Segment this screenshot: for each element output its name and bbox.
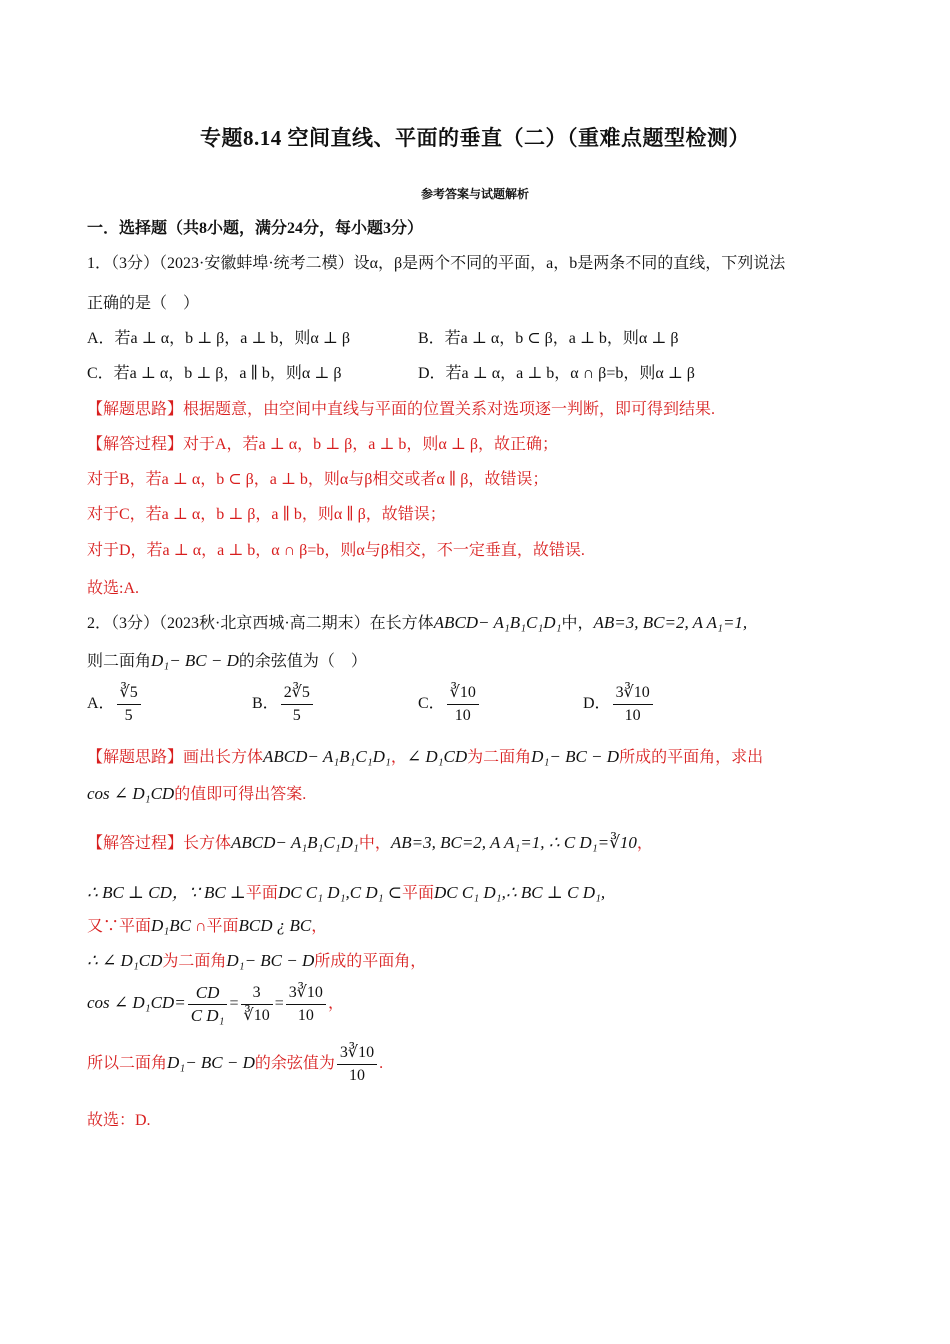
q2-option-a-label: A．: [87, 695, 115, 713]
equals-sign: =: [229, 995, 239, 1013]
text: 的余弦值为: [254, 1055, 335, 1073]
text: 中，: [358, 835, 391, 852]
q2-option-c-fraction: [447, 683, 479, 726]
q2-answer: 故选：D.: [87, 1112, 151, 1129]
q1-answer: 故选:A.: [87, 580, 140, 597]
fraction: [241, 983, 273, 1026]
text: 平面: [402, 885, 435, 902]
q1-solution-step4: 对于D，若a ⊥ α，a ⊥ b，α ∩ β=b，则α与β相交，不一定垂直，故错误.: [87, 542, 585, 559]
text: 的值即可得出答案.: [174, 786, 307, 803]
page-title: 专题8.14 空间直线、平面的垂直（二）（重难点题型检测）: [200, 126, 750, 150]
q1-solution-idea: 【解题思路】根据题意，由空间中直线与平面的位置关系对选项逐一判断，即可得到结果.: [87, 401, 716, 418]
math: D₁− BC − D: [226, 951, 315, 970]
q2-option-b-label: B．: [252, 695, 279, 713]
text: 又∵平面: [87, 918, 152, 935]
fraction-numerator: CD: [188, 983, 228, 1005]
text: 所成的平面角，求出: [619, 749, 764, 766]
fraction-denominator: 5: [124, 707, 133, 724]
math: cos ∠ D₁CD=: [87, 993, 186, 1013]
text: ，: [327, 995, 344, 1013]
q2-solution-step2: [87, 878, 605, 903]
math: DC C₁ D₁,∴ BC ⊥ C D₁,: [434, 883, 606, 902]
fraction-numerator: 3∛10: [286, 983, 326, 1005]
q2-solution-step1: [87, 830, 653, 853]
q2-option-a-fraction: [117, 683, 141, 726]
fraction-denominator: 10: [349, 1067, 366, 1084]
q2-stem2-prefix: 则二面角: [87, 653, 152, 670]
text: 平面: [245, 885, 278, 902]
q1-option-b: B．若a ⊥ α，b ⊂ β，a ⊥ b，则α ⊥ β: [418, 330, 679, 347]
fraction-denominator: 10: [454, 707, 471, 724]
q1-option-a: A．若a ⊥ α，b ⊥ β，a ⊥ b，则α ⊥ β: [87, 330, 350, 347]
fraction-denominator: 5: [292, 707, 301, 724]
fraction: [337, 1043, 377, 1086]
text: ，: [636, 835, 653, 852]
text: 所以二面角: [87, 1055, 168, 1073]
q2-stem2-math: D₁− BC − D: [151, 651, 239, 670]
q2-solution-idea-line2: [87, 781, 306, 804]
q1-option-d: D．若a ⊥ α，a ⊥ b，α ∩ β=b，则α ⊥ β: [418, 365, 695, 382]
q2-option-b: [252, 683, 315, 726]
fraction: [188, 983, 228, 1026]
math: BCD ¿ BC: [238, 916, 312, 935]
q2-solution-step6: [87, 1043, 383, 1086]
fraction-numerator: 3: [241, 983, 273, 1005]
text: 【解题思路】画出长方体: [87, 749, 264, 766]
q1-solution-step2: 对于B，若a ⊥ α，b ⊂ β，a ⊥ b，则α与β相交或者α ∥ β，故错误；: [87, 471, 549, 488]
text: ，: [311, 918, 328, 935]
math: ABCD− A₁B₁C₁D₁: [231, 833, 359, 852]
q2-option-d-fraction: [613, 683, 653, 726]
text: 为二面角: [162, 953, 227, 970]
fraction-numerator: 2∛5: [281, 683, 313, 705]
fraction-denominator: ∛10: [243, 1007, 270, 1024]
q2-option-b-fraction: [281, 683, 313, 726]
q1-solution-step3: 对于C，若a ⊥ α，b ⊥ β，a ∥ b，则α ∥ β，故错误；: [87, 506, 446, 523]
fraction-numerator: ∛10: [447, 683, 479, 705]
math: cos ∠ D₁CD: [87, 784, 175, 803]
q1-option-c: C．若a ⊥ α，b ⊥ β，a ∥ b，则α ⊥ β: [87, 365, 342, 382]
q1-stem-line1: 1．（3分）（2023·安徽蚌埠·统考二模）设α，β是两个不同的平面，a，b是两条不同的直线，下列说法: [87, 255, 786, 272]
q2-stem-line2: [87, 648, 367, 671]
text: ，: [390, 749, 407, 766]
text: 为二面角: [467, 749, 532, 766]
q1-stem-line2: 正确的是（ ）: [87, 295, 200, 312]
math: ∴ BC ⊥ CD，∵ BC ⊥: [87, 883, 246, 902]
q2-option-c-label: C．: [418, 695, 445, 713]
q2-option-d-label: D．: [583, 695, 611, 713]
q2-stem-prefix: 2．（3分）（2023秋·北京西城·高二期末）在长方体: [87, 615, 434, 632]
q2-stem-line1: [87, 610, 747, 633]
q1-solution-step1: 【解答过程】对于A，若a ⊥ α，b ⊥ β，a ⊥ b，则α ⊥ β，故正确；: [87, 436, 558, 453]
fraction-numerator: ∛5: [117, 683, 141, 705]
q2-solution-step4: [87, 948, 426, 971]
q2-option-c: [418, 683, 481, 726]
q2-stem-math: ABCD− A₁B₁C₁D₁: [433, 613, 562, 632]
math: D₁− BC − D: [167, 1053, 255, 1073]
q2-solution-idea-line1: [87, 744, 763, 767]
q2-stem-mid: 中，: [561, 615, 594, 632]
math: AB=3, BC=2, A A₁=1, ∴ C D₁=∛10: [390, 833, 637, 852]
q2-solution-step3: [87, 913, 327, 936]
math: ABCD− A₁B₁C₁D₁: [263, 747, 391, 766]
math: ∴ ∠ D₁CD: [87, 951, 163, 970]
fraction-denominator: 10: [297, 1007, 314, 1024]
text: ∩平面: [190, 918, 239, 935]
page-subtitle: 参考答案与试题解析: [420, 187, 529, 201]
math: D₁− BC − D: [531, 747, 620, 766]
fraction-denominator: C D₁: [190, 1006, 225, 1025]
math: D₁BC: [151, 916, 191, 935]
q2-option-d: [583, 683, 655, 726]
text: 所成的平面角，: [314, 953, 427, 970]
text: .: [379, 1055, 384, 1073]
fraction-numerator: 3∛10: [337, 1043, 377, 1065]
q2-option-a: [87, 683, 143, 726]
q2-stem2-suffix: 的余弦值为（ ）: [238, 653, 367, 670]
fraction-denominator: 10: [624, 707, 641, 724]
section-heading: 一．选择题（共8小题，满分24分，每小题3分）: [87, 220, 424, 237]
math: ∠ D₁CD: [406, 747, 468, 766]
fraction: [286, 983, 326, 1026]
q2-solution-step5: [87, 983, 344, 1026]
equals-sign: =: [274, 995, 284, 1013]
text: 【解答过程】长方体: [87, 835, 232, 852]
math: DC C₁ D₁,C D₁ ⊂: [277, 883, 403, 902]
q2-stem-conditions: AB=3, BC=2, A A₁=1,: [593, 613, 748, 632]
fraction-numerator: 3∛10: [613, 683, 653, 705]
